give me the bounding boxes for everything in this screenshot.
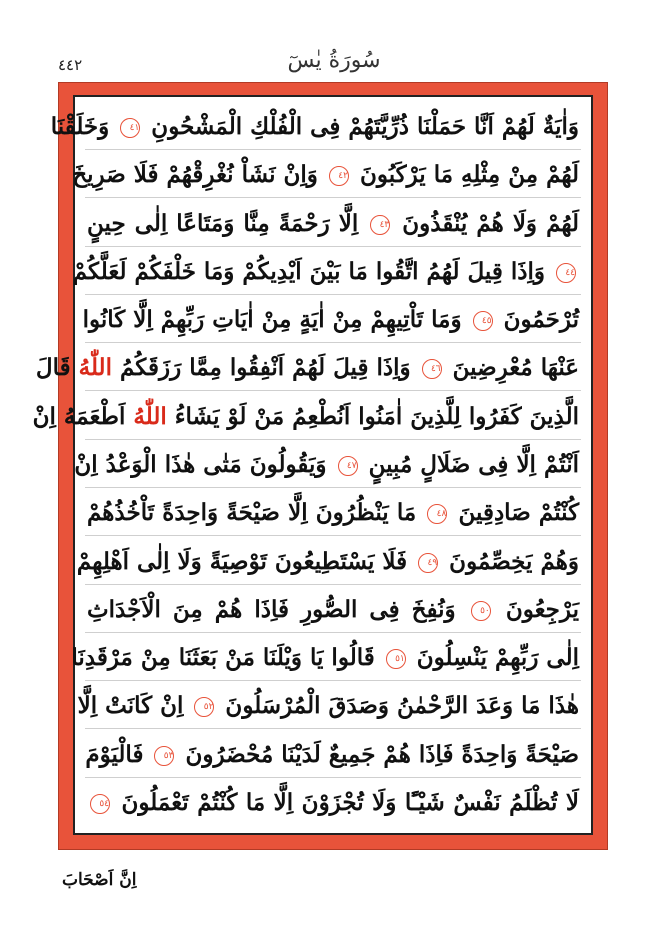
verse-text: اِلَّا رَحْمَةً مِنَّا وَمَتَاعًا اِلٰى حِينٍ: [87, 209, 359, 237]
ayah-number-marker: ٥٠: [471, 601, 491, 621]
text-line: [82, 298, 581, 343]
verse-text: تُرْحَمُونَ: [503, 306, 579, 334]
ayah-number-marker: ٥١: [386, 649, 406, 669]
text-line: [85, 202, 581, 247]
verse-text: قَالَ: [35, 354, 71, 382]
text-line: [85, 733, 581, 778]
ayah-number-marker: ٤٢: [329, 166, 349, 186]
verse-text: لَهُمْ مِنْ مِثْلِهِ مَا يَرْكَبُونَ: [359, 161, 579, 189]
ayah-number-marker: ٤٣: [370, 215, 390, 235]
verse-text: صَيْحَةً وَاحِدَةً فَاِذَا هُمْ جَمِيعٌ لَدَيْنَا مُحْضَرُونَ: [185, 740, 579, 768]
ayah-number-marker: ٤٩: [418, 553, 438, 573]
ayah-number-marker: ٤١: [120, 118, 140, 138]
surah-header: سُورَةُ يٰسٓ: [287, 48, 381, 73]
verse-text: وَنُفِخَ فِى الصُّورِ فَاِذَا هُمْ مِنَ الْاَجْدَاثِ: [87, 595, 456, 623]
ayah-number-marker: ٤٤: [556, 263, 576, 283]
verse-text: فَالْيَوْمَ: [85, 740, 144, 768]
verse-text: كُنْتُمْ صَادِقِينَ: [458, 499, 580, 527]
text-lines: [32, 105, 581, 825]
verse-text: عَنْهَا مُعْرِضِينَ: [452, 354, 579, 382]
text-line: [32, 395, 581, 440]
verse-text: قَالُوا يَا وَيْلَنَا مَنْ بَعَثَنَا مِنْ مَرْقَدِنَا: [71, 644, 375, 672]
text-line: [71, 636, 581, 681]
verse-text: وَخَلَقْنَا: [50, 113, 110, 140]
verse-text: وَاٰيَةٌ لَهُمْ اَنَّا حَمَلْنَا ذُرِّيَّتَهُمْ فِى الْفُلْكِ الْمَشْحُونِ: [151, 113, 579, 140]
text-line: [50, 105, 581, 150]
verse-text: وَمَا تَاْتِيهِمْ مِنْ اٰيَةٍ مِنْ اٰيَاتِ رَبِّهِمْ اِلَّا كَانُوا: [82, 306, 462, 334]
text-line: [85, 491, 581, 536]
verse-text: لَا تُظْلَمُ نَفْسٌ شَيْـًٔا وَلَا تُجْزَوْنَ اِلَّا مَا كُنْتُمْ تَعْمَلُونَ: [121, 788, 579, 816]
divine-name: اللّٰهُ: [78, 354, 112, 382]
verse-text: وَهُمْ يَخِصِّمُونَ: [449, 547, 579, 575]
divine-name: اللّٰهُ: [133, 402, 167, 430]
verse-text: وَاِنْ نَشَاْ نُغْرِقْهُمْ فَلَا صَرِيخَ: [72, 161, 318, 189]
catchword: اِنَّ اَصْحَابَ: [62, 870, 137, 890]
text-line: [85, 588, 581, 633]
verse-text: مَا يَنْظُرُونَ اِلَّا صَيْحَةً وَاحِدَةً تَاْخُذُهُمْ: [87, 499, 417, 527]
verse-text: وَيَقُولُونَ مَتٰى هٰذَا الْوَعْدُ اِنْ: [74, 450, 327, 478]
verse-text: يَرْجِعُونَ: [505, 595, 579, 623]
page-number: ٤٤٢: [58, 56, 83, 74]
verse-text: اِلٰى رَبِّهِمْ يَنْسِلُونَ: [416, 644, 579, 672]
ayah-number-marker: ٤٦: [422, 359, 442, 379]
text-line: [76, 540, 581, 585]
verse-text: الَّذِينَ كَفَرُوا لِلَّذِينَ اٰمَنُوا اَنُطْعِمُ مَنْ لَوْ يَشَاءُ: [174, 402, 579, 430]
verse-text: فَلَا يَسْتَطِيعُونَ تَوْصِيَةً وَلَا اِلٰى اَهْلِهِمْ: [76, 547, 408, 575]
verse-text: هٰذَا مَا وَعَدَ الرَّحْمٰنُ وَصَدَقَ الْمُرْسَلُونَ: [225, 692, 579, 720]
verse-text: اَطْعَمَهُ اِنْ: [32, 402, 126, 430]
ayah-number-marker: ٥٤: [90, 794, 110, 814]
verse-text: اَنْتُمْ اِلَّا فِى ضَلَالٍ مُبِينٍ: [368, 450, 579, 478]
verse-text: اِنْ كَانَتْ اِلَّا: [77, 692, 184, 720]
ayah-number-marker: ٥٢: [194, 697, 214, 717]
ayah-number-marker: ٤٧: [338, 456, 358, 476]
text-line: [72, 153, 581, 198]
ayah-number-marker: ٤٨: [427, 504, 447, 524]
verse-text: لَهُمْ وَلَا هُمْ يُنْقَذُونَ: [402, 209, 579, 237]
ayah-number-marker: ٤٥: [473, 311, 493, 331]
text-line: [72, 250, 581, 295]
text-area: [32, 95, 593, 835]
page-frame: [32, 82, 608, 850]
verse-text: وَاِذَا قِيلَ لَهُمُ اتَّقُوا مَا بَيْنَ اَيْدِيكُمْ وَمَا خَلْفَكُمْ لَعَلَّكُمْ: [72, 257, 545, 285]
text-line: [74, 443, 581, 488]
text-line: [35, 346, 581, 391]
text-line: [85, 781, 581, 825]
text-line: [77, 684, 581, 729]
verse-text: وَاِذَا قِيلَ لَهُمْ اَنْفِقُوا مِمَّا رَزَقَكُمُ: [119, 354, 411, 382]
ayah-number-marker: ٥٣: [154, 746, 174, 766]
